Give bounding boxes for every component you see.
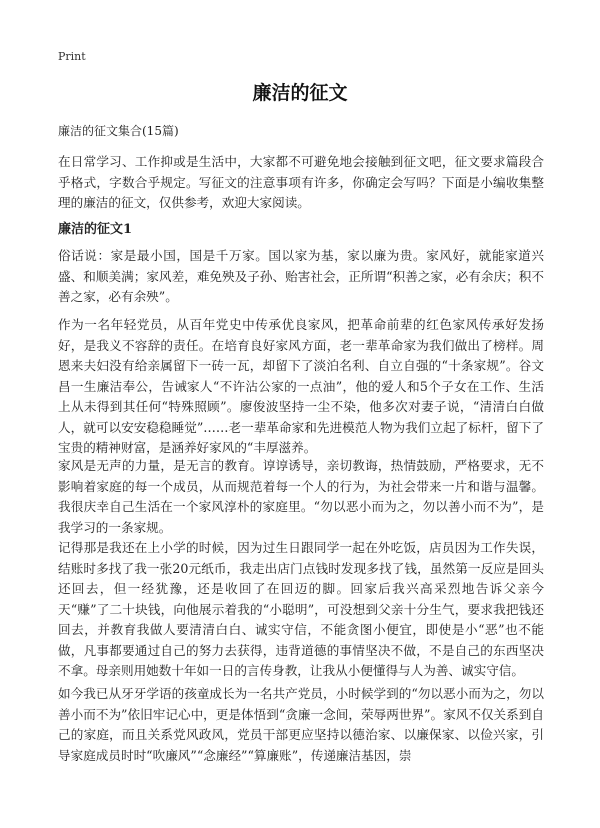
page-title: 廉洁的征文: [252, 82, 348, 104]
body-paragraph: 作为一名年轻党员，从百年党史中传承优良家风，把革命前辈的红色家风传承好发扬好，是我义不容辞的责任。在培育良好家风方面，老一辈革命家为我们做出了榜样。周恩来夫妇没有给亲属留下一砖一瓦，却留下了淡泊名利、自立自强的“十条家规”。谷文昌一生廉洁奉公，告诫家人“不许沾公家的一点油”，他的爱人和5个子女在工作、生活上从未得到其任何“特殊照顾”。廖俊波坚持一尘不染，他多次对妻子说，“清清白白做人，就可以安安稳稳睡觉”……老一辈革命家和先进模范人物为我们立起了标杆，留下了宝贵的精神财富，是涵养好家风的“丰厚滋养。: [58, 317, 544, 455]
body-paragraph: 记得那是我还在上小学的时候，因为过生日跟同学一起在外吃饭，店员因为工作失误，结账时多找了我一张20元纸币，我走出店门点钱时发现多找了钱，虽然第一反应是回头还回去，但一经犹豫，还是收回了在回迈的脚。回家后我兴高采烈地告诉父亲今天“赚”了二十块钱，向他展示着我的“小聪明”，可没想到父亲十分生气，要求我把钱还回去，并教育我做人要清清白白、诚实守信，不能贪图小便宜，即使是小“恶”也不能做，凡事都要通过自己的努力去获得，违背道德的事情坚决不做，不是自己的东西坚决不拿。母亲则用她数十年如一日的言传身教，让我从小便懂得与人为善、诚实守信。: [58, 540, 544, 678]
body-paragraph: 如今我已从牙牙学语的孩童成长为一名共产党员，小时候学到的“勿以恶小而为之，勿以善小而不为”依旧牢记心中，更是体悟到“贪廉一念间，荣辱两世界”。家风不仅关系到自己的家庭，而且关系党风政风，党员干部更应坚持以德治家、以廉保家、以俭兴家，引导家庭成员时时“吹廉风”“念廉经”“算廉账”，传递廉洁基因，崇: [58, 686, 544, 763]
intro-paragraph: 在日常学习、工作抑或是生活中，大家都不可避免地会接触到征文吧，征文要求篇段合乎格式，字数合乎规定。写征文的注意事项有许多，你确定会写吗？下面是小编收集整理的廉洁的征文，仅供参考，欢迎大家阅读。: [58, 154, 544, 210]
section-heading: 廉洁的征文1: [58, 222, 133, 237]
body-paragraph: 家风是无声的力量，是无言的教育。谆谆诱导，亲切教诲，热情鼓励，严格要求，无不影响着家庭的每一个成员，从而规范着每一个人的行为，为社会带来一片和谐与温馨。我很庆幸自己生活在一个家风淳朴的家庭里。“勿以恶小而为之，勿以善小而不为”，是我学习的一条家规。: [58, 458, 544, 535]
body-paragraph: 俗话说：家是最小国，国是千万家。国以家为基，家以廉为贵。家风好，就能家道兴盛、和顺美满；家风差，难免殃及子孙、贻害社会，正所谓“积善之家，必有余庆；积不善之家，必有余殃”。: [58, 248, 544, 304]
print-label[interactable]: Print: [58, 50, 86, 63]
document-subtitle: 廉洁的征文集合(15篇): [58, 124, 179, 138]
